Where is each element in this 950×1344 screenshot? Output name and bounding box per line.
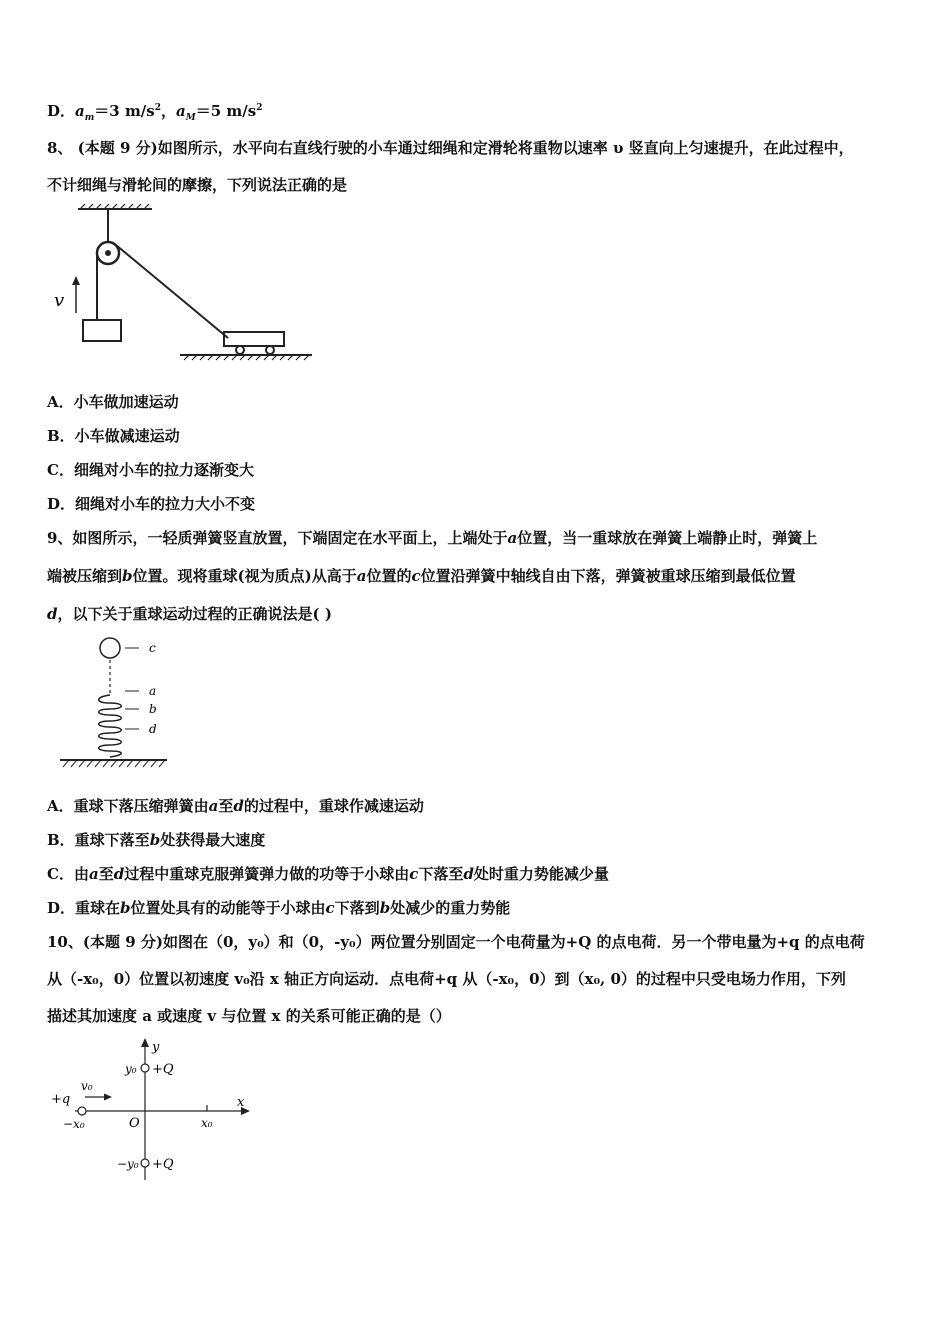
- var-a: a: [176, 102, 186, 120]
- label-a: a: [149, 684, 157, 698]
- velocity-label: v: [54, 290, 65, 311]
- bottom-charge-label: +Q: [152, 1157, 174, 1172]
- q8-stem-line2: 不计细绳与滑轮间的摩擦，下列说法正确的是: [47, 176, 348, 194]
- origin-label: O: [129, 1116, 140, 1131]
- top-y-label: y₀: [125, 1062, 137, 1076]
- label-c: c: [149, 641, 156, 655]
- x0-label: x₀: [201, 1116, 213, 1130]
- q9-option-b: B．重球下落至b处获得最大速度: [47, 831, 266, 849]
- neg-x0-label: −x₀: [63, 1117, 85, 1131]
- q8-pulley-figure: [50, 203, 320, 368]
- q10-charges-figure: [45, 1035, 260, 1185]
- q8-option-c: C．细绳对小车的拉力逐渐变大: [47, 461, 254, 479]
- value-am: ＝3 m/s: [94, 102, 155, 120]
- sup-2: 2: [256, 103, 263, 113]
- q9-stem-line1: 9、如图所示，一轻质弹簧竖直放置，下端固定在水平面上，上端处于a位置，当一重球放在弹簧上端静止时，弹簧上: [47, 529, 818, 547]
- q9-option-c: C．由a至d过程中重球克服弹簧弹力做的功等于小球由c下落至d处时重力势能减少量: [47, 865, 609, 883]
- sub-M: M: [185, 113, 196, 123]
- label-b: b: [149, 702, 157, 716]
- q10-stem-line2: 从（-x₀，0）位置以初速度 v₀沿 x 轴正方向运动．点电荷+q 从（-x₀，0）到（x₀, 0）的过程中只受电场力作用，下列: [47, 970, 846, 988]
- q9-stem-line2: 端被压缩到b位置。现将重球(视为质点)从高于a位置的c位置沿弹簧中轴线自由下落，弹簧被重球压缩到最低位置: [47, 567, 796, 585]
- q9-option-a: A．重球下落压缩弹簧由a至d的过程中，重球作减速运动: [47, 797, 424, 815]
- y-axis-label: y: [152, 1040, 160, 1055]
- q8-option-b: B．小车做减速运动: [47, 427, 180, 445]
- moving-charge-label: +q: [51, 1092, 71, 1107]
- q9-option-d: D．重球在b位置处具有的动能等于小球由c下落到b处减少的重力势能: [47, 899, 511, 917]
- top-charge-label: +Q: [152, 1062, 174, 1077]
- q9-spring-figure: [55, 635, 185, 777]
- bottom-y-label: −y₀: [117, 1157, 139, 1171]
- x-axis-label: x: [237, 1095, 245, 1110]
- option-prefix: D．: [47, 102, 76, 120]
- q7-option-d: [47, 100, 262, 123]
- q9-stem-line3: d，以下关于重球运动过程的正确说法是( ): [47, 605, 332, 623]
- q10-stem-line3: 描述其加速度 a 或速度 v 与位置 x 的关系可能正确的是（）: [47, 1007, 451, 1025]
- sub-m: m: [84, 113, 95, 123]
- q8-option-a: A．小车做加速运动: [47, 393, 179, 411]
- q10-stem-line1: 10、(本题 9 分)如图在（0，y₀）和（0，-y₀）两位置分别固定一个电荷量为+Q 的点电荷．另一个带电量为+q 的点电荷: [47, 933, 865, 951]
- var-a: a: [75, 102, 85, 120]
- separator: ，: [161, 102, 177, 120]
- label-d: d: [149, 722, 157, 736]
- q8-option-d: D．细绳对小车的拉力大小不变: [47, 495, 256, 513]
- q8-stem-line1: 8、 (本题 9 分)如图所示，水平向右直线行驶的小车通过细绳和定滑轮将重物以速率 υ 竖直向上匀速提升，在此过程中，: [47, 139, 854, 157]
- value-aM: ＝5 m/s: [195, 102, 257, 120]
- sup-2: 2: [154, 103, 162, 113]
- v0-label: v₀: [81, 1079, 93, 1093]
